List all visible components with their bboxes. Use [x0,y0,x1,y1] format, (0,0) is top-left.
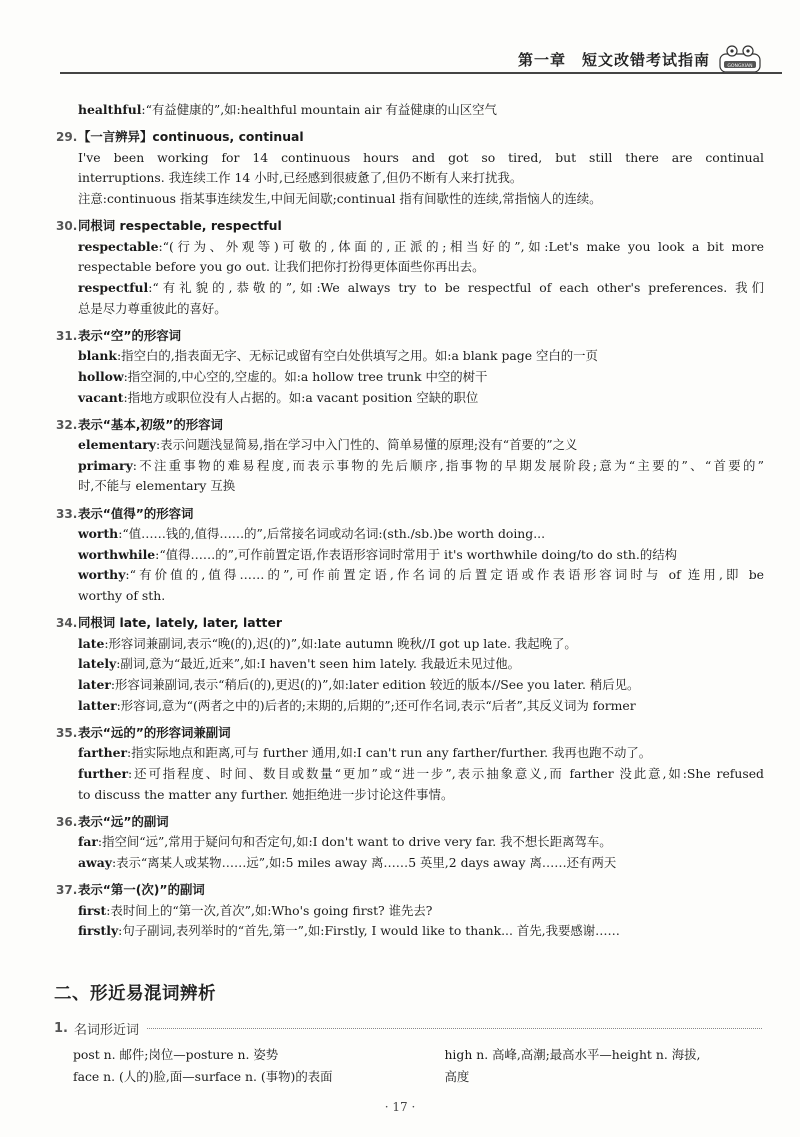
entry-line [56,299,764,320]
entry-heading [56,504,764,525]
section-confusing-words [54,980,762,1088]
entry-line [56,565,764,586]
term-definition: :形容词兼副词,表示“晚(的),迟(的)”,如:late autumn 晚秋//I got up late. 我起晚了。 [104,635,577,651]
entry-number: 31. [56,328,78,343]
dotted-rule [147,1028,762,1029]
entry-number: 37. [56,883,78,898]
term-definition: respectable before you go out. 让我们把你打扮得更体面些你再出去。 [78,259,485,275]
publisher-logo-icon [718,42,764,74]
entry [56,812,764,874]
term-definition: :还可指程度、时间、数目或数量“更加”或“进一步”,表示抽象意义,而 farther 没此意,如:She refused [128,765,764,781]
pair-line: post n. 邮件;岗位—posture n. 姿势 [73,1047,279,1062]
term-definition: :指空洞的,中心空的,空虚的。如:a hollow tree trunk 中空的树干 [123,368,488,384]
entry-heading-text: 表示“第一(次)”的副词 [78,882,205,898]
term-definition: :形容词兼副词,表示“稍后(的),更迟(的)”,如:later edition 较近的版本//See you later. 稍后见。 [110,677,640,692]
term-word: lately [78,656,117,672]
term-definition: :指实际地点和距离,可与 further 通用,如:I can't run any farther/further. 我再也跑不动了。 [127,745,652,761]
term-definition: :指地方或职位没有人占据的。如:a vacant position 空缺的职位 [123,389,479,405]
entry-heading-text: 表示“值得”的形容词 [78,505,194,521]
entry-line [56,785,764,806]
term-word: worthwhile [78,546,156,562]
word-pairs [54,1044,762,1088]
term-definition: :不注重事物的难易程度,而表示事物的先后顺序,指事物的早期发展阶段;意为“主要的”、“首要的” [132,457,764,473]
entry-line [56,346,764,367]
entry-number: 34. [56,616,78,631]
term-word: hollow [78,368,124,384]
entry-number: 33. [56,506,78,521]
entry [56,216,764,319]
term-word: later [78,677,111,692]
entry-number: 36. [56,814,78,829]
entry-line [56,764,764,785]
entry-line [56,743,764,764]
entry-line [56,545,764,566]
subsection-heading [54,1019,762,1038]
term-definition: :“值得……的”,可作前置定语,作表语形容词时常用于 it's worthwhile doing/to do sth.的结构 [155,546,677,562]
term-word: worthy [78,567,126,583]
entry-line [56,853,764,874]
term-definition: :句子副词,表列举时的“首先,第一”,如:Firstly, I would like to thank... 首先,我要感谢…… [118,923,620,939]
term-definition: I've been working for 14 continuous hours and got so tired, but still there are continual [78,149,764,165]
entry-line [56,634,764,655]
entry [56,880,764,942]
term-definition: :表示“离某人或某物……远”,如:5 miles away 离……5 英里,2 days away 离……还有两天 [111,854,617,870]
entry-heading [56,812,764,833]
term-definition: :副词,意为“最近,近来”,如:I haven't seen him lately. 我最近未见过他。 [116,656,520,672]
entry-number: 35. [56,725,78,740]
pair-line: high n. 高峰,高潮;最高水平—height n. 海拔, [444,1047,701,1062]
term-word: far [78,834,98,850]
entry [56,326,764,408]
term-word: respectable [78,238,159,254]
term-word: healthful [78,102,142,117]
term-definition: :“(行为、外观等)可敬的,体面的,正派的;相当好的”,如:Let's make you look a bit more [158,238,764,254]
entry-line [56,388,764,409]
entry-line [56,696,764,717]
entry-number: 30. [56,219,78,234]
entry-line [56,654,764,675]
logo-text: GONGXIAN [727,63,753,69]
entry-number: 29. [56,130,78,145]
header-rule [60,72,782,74]
entry-line [56,148,764,169]
term-word: blank [78,348,117,364]
entry-heading [56,723,764,744]
entry-heading-text: 【一言辨异】continuous, continual [78,129,304,145]
term-word: elementary [78,437,156,453]
term-word: late [78,635,105,651]
term-definition: 总是尽力尊重彼此的喜好。 [78,300,227,316]
entry-line [56,367,764,388]
term-word: primary [78,457,133,473]
term-definition: 时,不能与 elementary 互换 [78,478,236,494]
entry-line [56,921,764,942]
entry [56,613,764,716]
entry-line [56,278,764,299]
entry-heading [56,127,764,148]
entry-heading-text: 表示“基本,初级”的形容词 [78,416,223,432]
entry-heading [56,216,764,237]
entry-heading-text: 表示“远的”的形容词兼副词 [78,724,231,740]
entry [56,100,764,121]
subsection-number: 1. [54,1021,68,1036]
page-number: · 17 · [384,1100,416,1114]
entry-line [56,456,764,477]
entry-line [56,524,764,545]
term-word: vacant [78,389,124,405]
entry-heading-text: 表示“远”的副词 [78,813,169,829]
term-definition: :表时间上的“第一次,首次”,如:Who's going first? 谁先去? [106,902,433,918]
entry-line [56,189,764,210]
term-definition: interruptions. 我连续工作 14 小时,已经感到很疲惫了,但仍不断有人来打扰我。 [78,170,523,186]
entry-number: 32. [56,417,78,432]
entry-line [56,675,764,696]
term-definition: worthy of sth. [78,588,166,604]
entry-line [56,832,764,853]
entry-heading [56,415,764,436]
term-definition: :“有益健康的”,如:healthful mountain air 有益健康的山区空气 [141,102,497,117]
entry [56,504,764,607]
entry-line [56,435,764,456]
pairs-right-column [444,1044,762,1088]
entry-line [56,237,764,258]
term-word: worth [78,526,119,542]
entry-heading [56,880,764,901]
term-word: away [78,854,112,870]
entry [56,723,764,805]
term-word: first [78,902,107,918]
entry-heading-text: 同根词 late, lately, later, latter [78,615,282,631]
pairs-left-column [73,1044,444,1088]
chapter-title: 第一章 短文改错考试指南 [517,51,710,69]
term-definition: :指空间“远”,常用于疑问句和否定句,如:I don't want to drive very far. 我不想长距离驾车。 [97,834,612,850]
term-word: firstly [78,923,119,939]
term-word: farther [78,745,128,761]
term-word: respectful [78,279,149,295]
entry-heading-text: 同根词 respectable, respectful [78,218,282,234]
entry-line [56,901,764,922]
term-definition: :“有礼貌的,恭敬的”,如:We always try to be respectful of each other's preferences. 我们 [148,279,764,295]
subsection-title: 名词形近词 [73,1023,139,1038]
term-word: further [78,765,129,781]
term-definition: :指空白的,指表面无字、无标记或留有空白处供填写之用。如:a blank page 空白的一页 [117,348,598,364]
term-definition: to discuss the matter any further. 她拒绝进一步讨论这件事情。 [78,786,454,802]
entry-line [56,257,764,278]
term-word: latter [78,697,117,713]
term-definition: :“值……钱的,值得……的”,后常接名词或动名词:(sth./sb.)be worth doing... [118,526,546,542]
entry-line [56,476,764,497]
term-definition: :表示问题浅显简易,指在学习中入门性的、简单易懂的原理;没有“首要的”之义 [155,437,578,453]
term-definition: :形容词,意为“(两者之中的)后者的;末期的,后期的”;还可作名词,表示“后者”,其反义词为 former [116,697,636,713]
section-title: 二、形近易混词辨析 [54,984,216,1004]
pair-line: 高度 [444,1069,470,1084]
entry-heading [56,613,764,634]
pair-line: face n. (人的)脸,面—surface n. (事物)的表面 [73,1069,333,1084]
word-entries [56,100,764,942]
entry-line [56,586,764,607]
term-definition: 注意:continuous 指某事连续发生,中间无间歇;continual 指有间歇性的连续,常指恼人的连续。 [78,190,602,206]
entry-heading [56,326,764,347]
entry-heading-text: 表示“空”的形容词 [78,327,182,343]
entry [56,127,764,209]
entry-line [56,168,764,189]
term-definition: :“有价值的,值得……的”,可作前置定语,作名词的后置定语或作表语形容词时与 of 连用,即 be [125,567,764,583]
page-header [0,0,800,90]
entry-line [56,100,764,121]
entry [56,415,764,497]
